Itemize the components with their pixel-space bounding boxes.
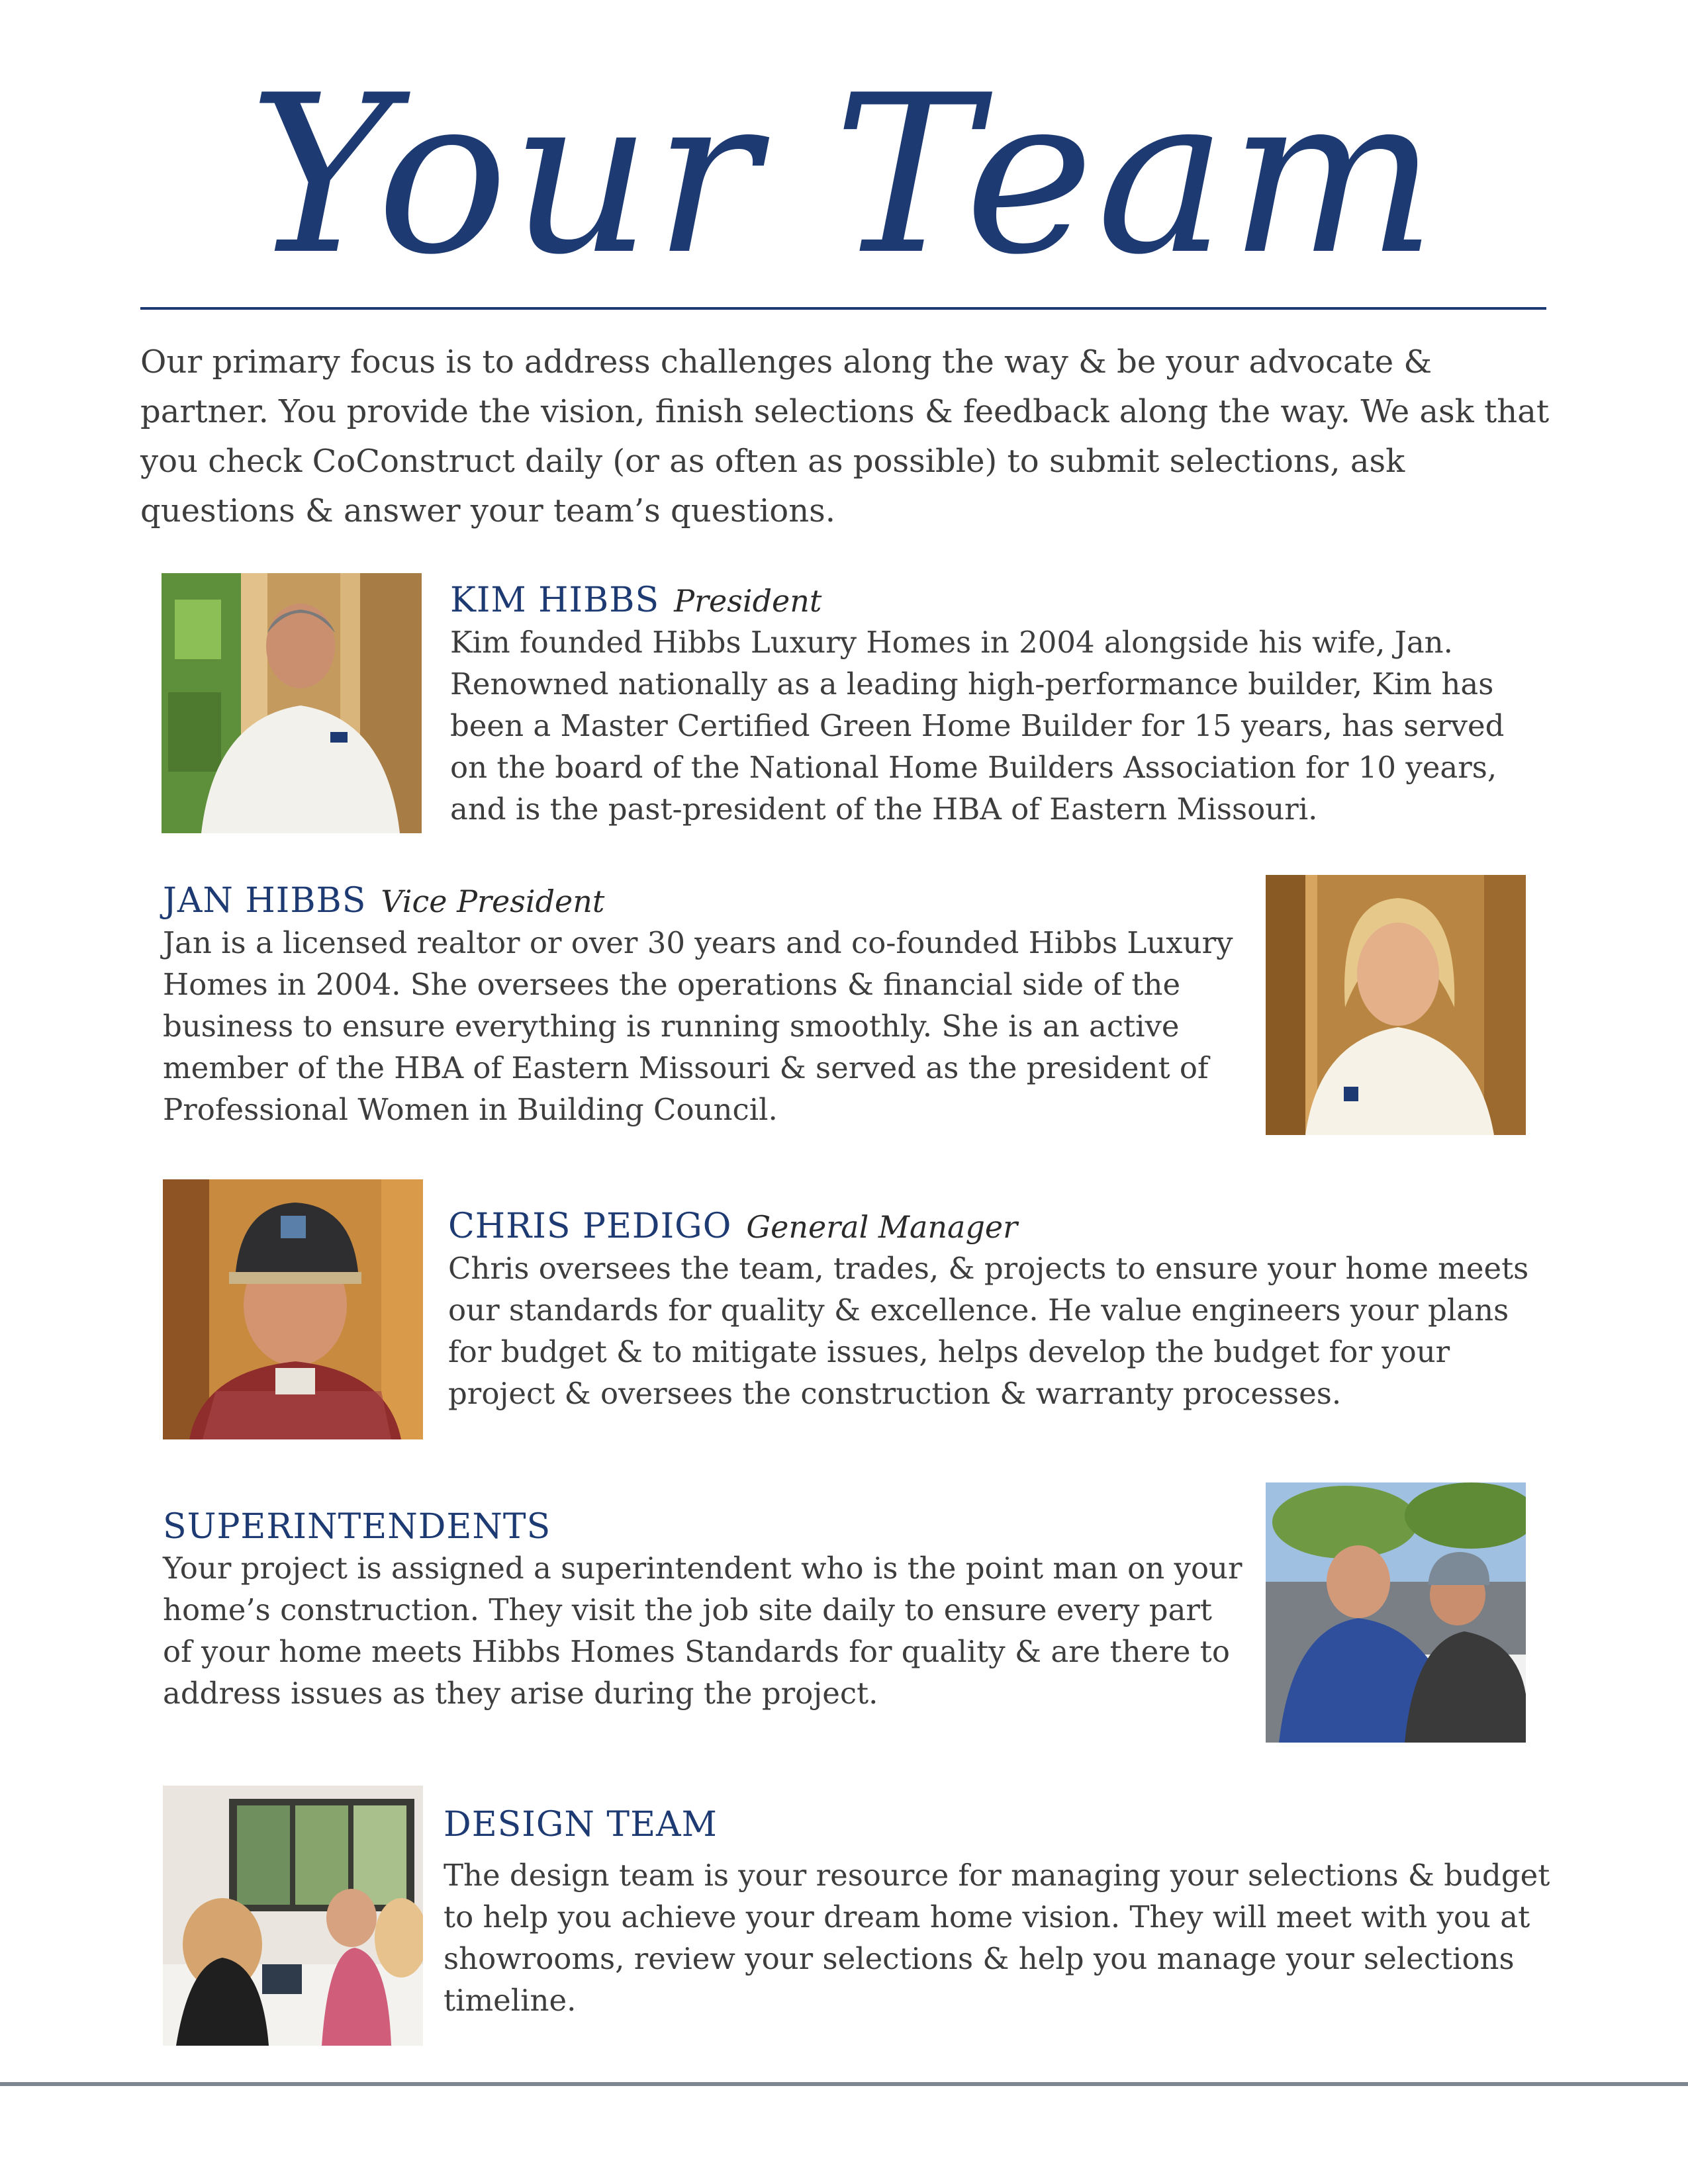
member-heading: [163, 1506, 1248, 1547]
member-bio: Your project is assigned a superintendent who is the point man on your home’s construction. They visit the job site daily to ensure every part of your home meets Hibbs Homes Standards for quality & are there to address issues as they arise during the project.: [163, 1551, 1243, 1711]
title-divider: [140, 307, 1546, 310]
member-bio: Chris oversees the team, trades, & projects to ensure your home meets our standards for quality & excellence. He value engineers your plans for budget & to mitigate issues, helps develop the budget for your project & oversees the construction & warranty processes.: [448, 1251, 1529, 1411]
member-bio: Jan is a licensed realtor or over 30 years and co-founded Hibbs Luxury Homes in 2004. She oversees the operations & financial side of the business to ensure everything is running smoothly. She is an active member of the HBA of Eastern Missouri & served as the president of Professional Women in Building Council.: [163, 925, 1233, 1127]
chris-pedigo-photo: [163, 1179, 423, 1439]
kim-hibbs-photo: [162, 573, 422, 833]
member-heading: [444, 1804, 1550, 1845]
member-role: General Manager: [746, 1209, 1018, 1245]
member-bio: Kim founded Hibbs Luxury Homes in 2004 alongside his wife, Jan. Renowned nationally as a leading high-performance builder, Kim has been a Master Certified Green Home Builder for 15 years, has served on the board of the National Home Builders Association for 10 years, and is the past-president of the HBA of Eastern Missouri.: [450, 625, 1505, 827]
member-role: Vice President: [381, 884, 605, 919]
member-design-team: [444, 1804, 1550, 2021]
member-role: President: [674, 583, 822, 619]
member-jan-hibbs: [163, 880, 1248, 1130]
member-bio: The design team is your resource for managing your selections & budget to help you achieve your dream home vision. They will meet with you at showrooms, review your selections & help you manage your selections timeline.: [444, 1858, 1550, 2018]
superintendents-photo: [1266, 1482, 1526, 1743]
member-name: SUPERINTENDENTS: [163, 1507, 551, 1547]
design-team-photo: [163, 1786, 423, 2046]
intro-paragraph: Our primary focus is to address challenges along the way & be your advocate & partner. You provide the vision, finish selections & feedback along the way. We ask that you check CoConstruct daily (or as often as possible) to submit selections, ask questions & answer your team’s questions.: [140, 343, 1550, 529]
member-heading: [163, 880, 1248, 922]
member-kim-hibbs: [450, 580, 1549, 830]
bottom-divider: [0, 2082, 1688, 2086]
member-name: CHRIS PEDIGO: [448, 1206, 732, 1246]
member-chris-pedigo: [448, 1206, 1550, 1414]
member-name: JAN HIBBS: [163, 881, 367, 921]
member-name: KIM HIBBS: [450, 580, 660, 620]
member-name: DESIGN TEAM: [444, 1805, 718, 1844]
member-heading: [448, 1206, 1550, 1248]
member-heading: [450, 580, 1549, 621]
jan-hibbs-photo: [1266, 875, 1526, 1135]
member-superintendents: [163, 1506, 1248, 1714]
page-title: Your Team: [248, 48, 1440, 302]
